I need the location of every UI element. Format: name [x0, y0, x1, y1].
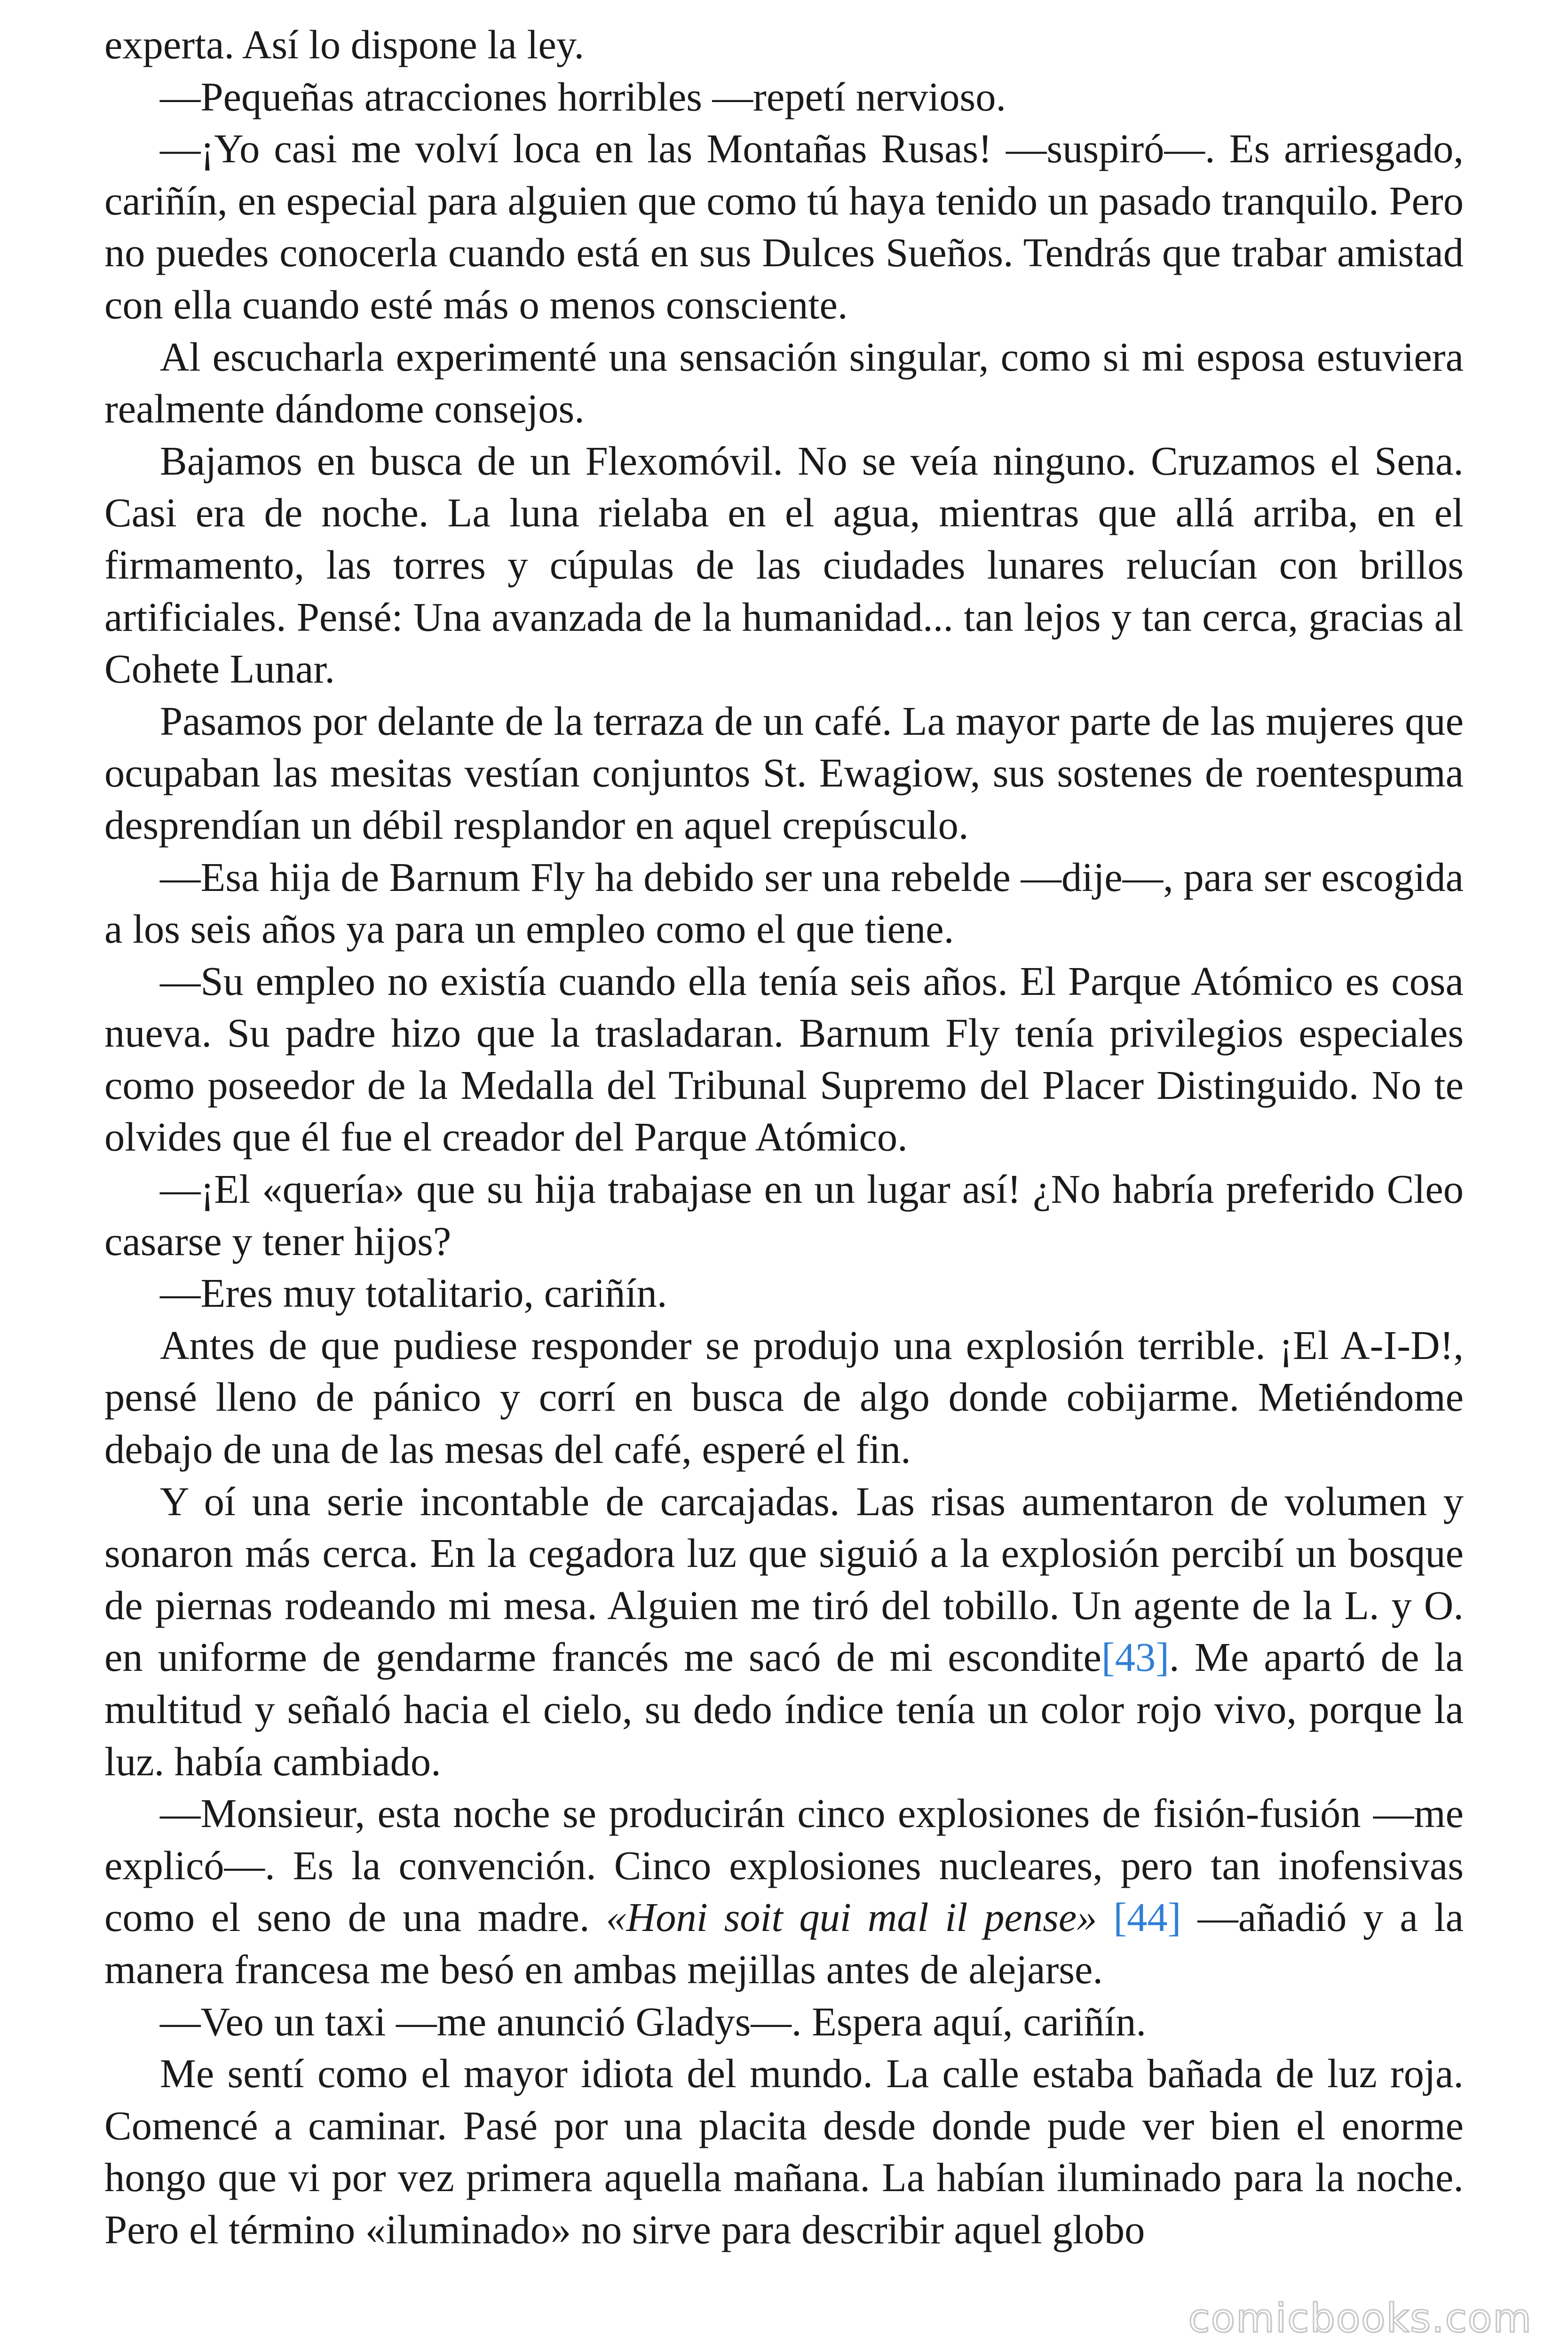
- paragraph-text: —¡El «quería» que su hija trabajase en un lugar así! ¿No habría preferido Cleo casarse y tener hijos?: [104, 1167, 1464, 1264]
- italic-quote: «Honi soit qui mal il pense»: [606, 1895, 1097, 1940]
- paragraph: [104, 123, 1464, 331]
- paragraph-text: Pasamos por delante de la terraza de un café. La mayor parte de las mujeres que ocupaban las mesitas vestían conjuntos St. Ewagiow, sus sostenes de roentespuma desprendían un débil resplandor en aquel crepúsculo.: [104, 698, 1464, 848]
- paragraph-text: Me sentí como el mayor idiota del mundo. La calle estaba bañada de luz roja. Comencé a caminar. Pasé por una placita desde donde pude ver bien el enorme hongo que vi por vez primera aquella mañana. La habían iluminado para la noche. Pero el término «iluminado» no sirve para describir aquel globo: [104, 2051, 1464, 2252]
- paragraph: [104, 1476, 1464, 1788]
- paragraph-text: Bajamos en busca de un Flexomóvil. No se veía ninguno. Cruzamos el Sena. Casi era de noche. La luna rielaba en el agua, mientras que allá arriba, en el firmamento, las torres y cúpulas de las ciudades lunares relucían con brillos artificiales. Pensé: Una avanzada de la humanidad... tan lejos y tan cerca, gracias al Cohete Lunar.: [104, 438, 1464, 692]
- paragraph: [104, 1267, 1464, 1319]
- paragraph-text: —Veo un taxi —me anunció Gladys—. Espera aquí, cariñín.: [160, 1999, 1147, 2044]
- paragraph-text: Antes de que pudiese responder se produjo una explosión terrible. ¡El A-I-D!, pensé lleno de pánico y corrí en busca de algo donde cobijarme. Metiéndome debajo de una de las mesas del café, esperé el fin.: [104, 1322, 1464, 1472]
- paragraph-text: —añadió y a la manera francesa me besó en ambas mejillas antes de alejarse.: [104, 1895, 1464, 1992]
- paragraph-text: experta. Así lo dispone la ley.: [104, 22, 585, 67]
- paragraph: [104, 955, 1464, 1163]
- paragraph-text: Al escucharla experimenté una sensación singular, como si mi esposa estuviera realmente dándome consejos.: [104, 334, 1464, 432]
- footnote-link[interactable]: [44]: [1113, 1895, 1181, 1940]
- paragraph-text: —¡Yo casi me volví loca en las Montañas Rusas! —suspiró—. Es arriesgado, cariñín, en especial para alguien que como tú haya tenido un pasado tranquilo. Pero no puedes conocerla cuando está en sus Dulces Sueños. Tendrás que trabar amistad con ella cuando esté más o menos consciente.: [104, 126, 1464, 327]
- paragraph: [104, 1996, 1464, 2048]
- paragraph-text: —Esa hija de Barnum Fly ha debido ser una rebelde —dije—, para ser escogida a los seis años ya para un empleo como el que tiene.: [104, 854, 1464, 952]
- paragraph-text: . Me apartó de la multitud y señaló hacia el cielo, su dedo índice tenía un color rojo vivo, porque la luz. había cambiado.: [104, 1635, 1464, 1784]
- paragraph: [104, 695, 1464, 851]
- footnote-link[interactable]: [43]: [1101, 1635, 1170, 1680]
- book-page-text: [104, 19, 1464, 2256]
- paragraph: [104, 1319, 1464, 1476]
- paragraph-text: [1097, 1895, 1114, 1940]
- paragraph: [104, 1163, 1464, 1267]
- paragraph: [104, 1788, 1464, 1995]
- paragraph-text: —Pequeñas atracciones horribles —repetí nervioso.: [160, 74, 1006, 119]
- watermark-logo: comicbooks.com: [1188, 2295, 1532, 2341]
- paragraph-text: —Monsieur, esta noche se producirán cinco explosiones de fisión-fusión —me explicó—. Es la convención. Cinco explosiones nucleares, pero tan inofensivas como el seno de una madre.: [104, 1791, 1464, 1940]
- paragraph: [104, 331, 1464, 435]
- paragraph: [104, 435, 1464, 695]
- paragraph-text: —Eres muy totalitario, cariñín.: [160, 1271, 667, 1316]
- paragraph: [104, 19, 1464, 71]
- paragraph: [104, 851, 1464, 955]
- paragraph-text: Y oí una serie incontable de carcajadas. Las risas aumentaron de volumen y sonaron más cerca. En la cegadora luz que siguió a la explosión percibí un bosque de piernas rodeando mi mesa. Alguien me tiró del tobillo. Un agente de la L. y O. en uniforme de gendarme francés me sacó de mi escondite: [104, 1478, 1464, 1680]
- paragraph: [104, 2048, 1464, 2256]
- paragraph-text: —Su empleo no existía cuando ella tenía seis años. El Parque Atómico es cosa nueva. Su padre hizo que la trasladaran. Barnum Fly tenía privilegios especiales como poseedor de la Medalla del Tribunal Supremo del Placer Distinguido. No te olvides que él fue el creador del Parque Atómico.: [104, 958, 1464, 1160]
- paragraph: [104, 71, 1464, 123]
